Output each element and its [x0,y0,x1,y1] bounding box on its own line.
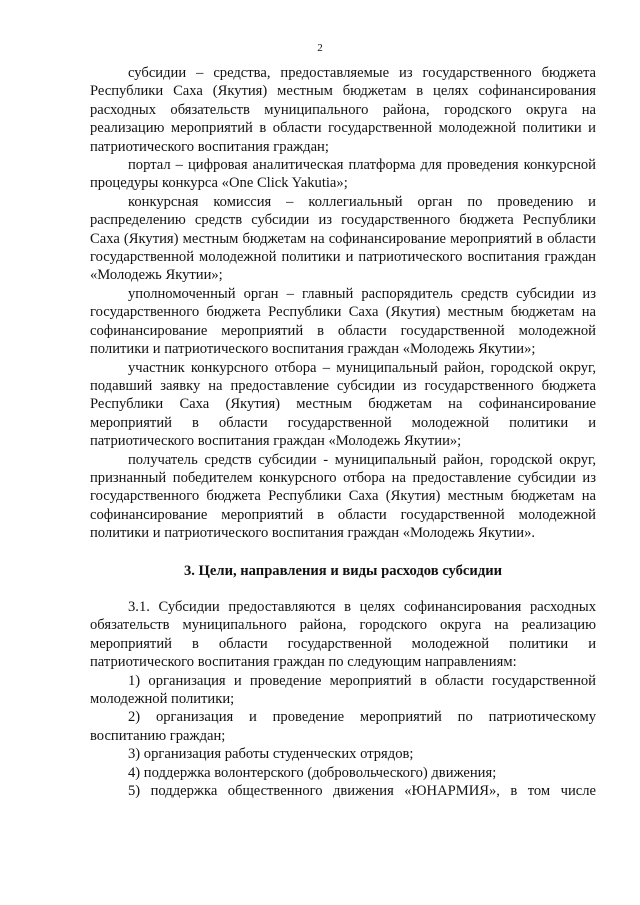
document-body [90,64,596,800]
direction-item: 3) организация работы студенческих отрядов; [128,746,414,763]
definition-participant: участник конкурсного отбора – муниципальный район, городской округ, подавший заявку на предоставление субсидии из государственного бюджета Республики Саха (Якутия) местным бюджетам на софинансирование мероприятий в области государственной молодежной политики и патриотического воспитания граждан «Молодежь Якутии»; [90,359,596,450]
direction-item: 1) организация и проведение мероприятий в области государственной молодежной политики; [90,672,596,707]
section-intro: 3.1. Субсидии предоставляются в целях софинансирования расходных обязательств муниципального района, городского округа на реализацию мероприятий в области государственной молодежной политики и патриотического воспитания граждан по следующим направлениям: [90,598,596,671]
page-number: 2 [317,42,323,54]
direction-item: 4) поддержка волонтерского (добровольческого) движения; [128,764,497,781]
definition-authorized-body: уполномоченный орган – главный распорядитель средств субсидии из государственного бюджета Республики Саха (Якутия) местным бюджетам на софинансирование мероприятий в области государственной молодежной политики и патриотического воспитания граждан «Молодежь Якутии»; [90,285,596,358]
direction-item: 2) организация и проведение мероприятий по патриотическому воспитанию граждан; [90,709,596,744]
definition-recipient: получатель средств субсидии - муниципальный район, городской округ, признанный победителем конкурсного отбора на предоставление субсидии из государственного бюджета Республики Саха (Якутия) местным бюджетам на софинансирование мероприятий в области государственной молодежной политики и патриотического воспитания граждан «Молодежь Якутии». [90,451,596,542]
definition-portal: портал – цифровая аналитическая платформа для проведения конкурсной процедуры конкурса «One Click Yakutia»; [90,157,596,192]
definition-commission: конкурсная комиссия – коллегиальный орган по проведению и распределению средств субсидии из государственного бюджета Республики Саха (Якутия) местным бюджетам на софинансирование мероприятий в области государственной молодежной политики и патриотического воспитания граждан «Молодежь Якутии»; [90,193,596,284]
direction-item: 5) поддержка общественного движения «ЮНАРМИЯ», в том числе [128,783,596,800]
definition-subsidy: субсидии – средства, предоставляемые из государственного бюджета Республики Саха (Якутия) местным бюджетам в целях софинансирования расходных обязательств муниципального района, городского округа на реализацию мероприятий в области государственной молодежной политики и патриотического воспитания граждан; [90,65,596,155]
section-heading: 3. Цели, направления и виды расходов субсидии [183,562,503,579]
